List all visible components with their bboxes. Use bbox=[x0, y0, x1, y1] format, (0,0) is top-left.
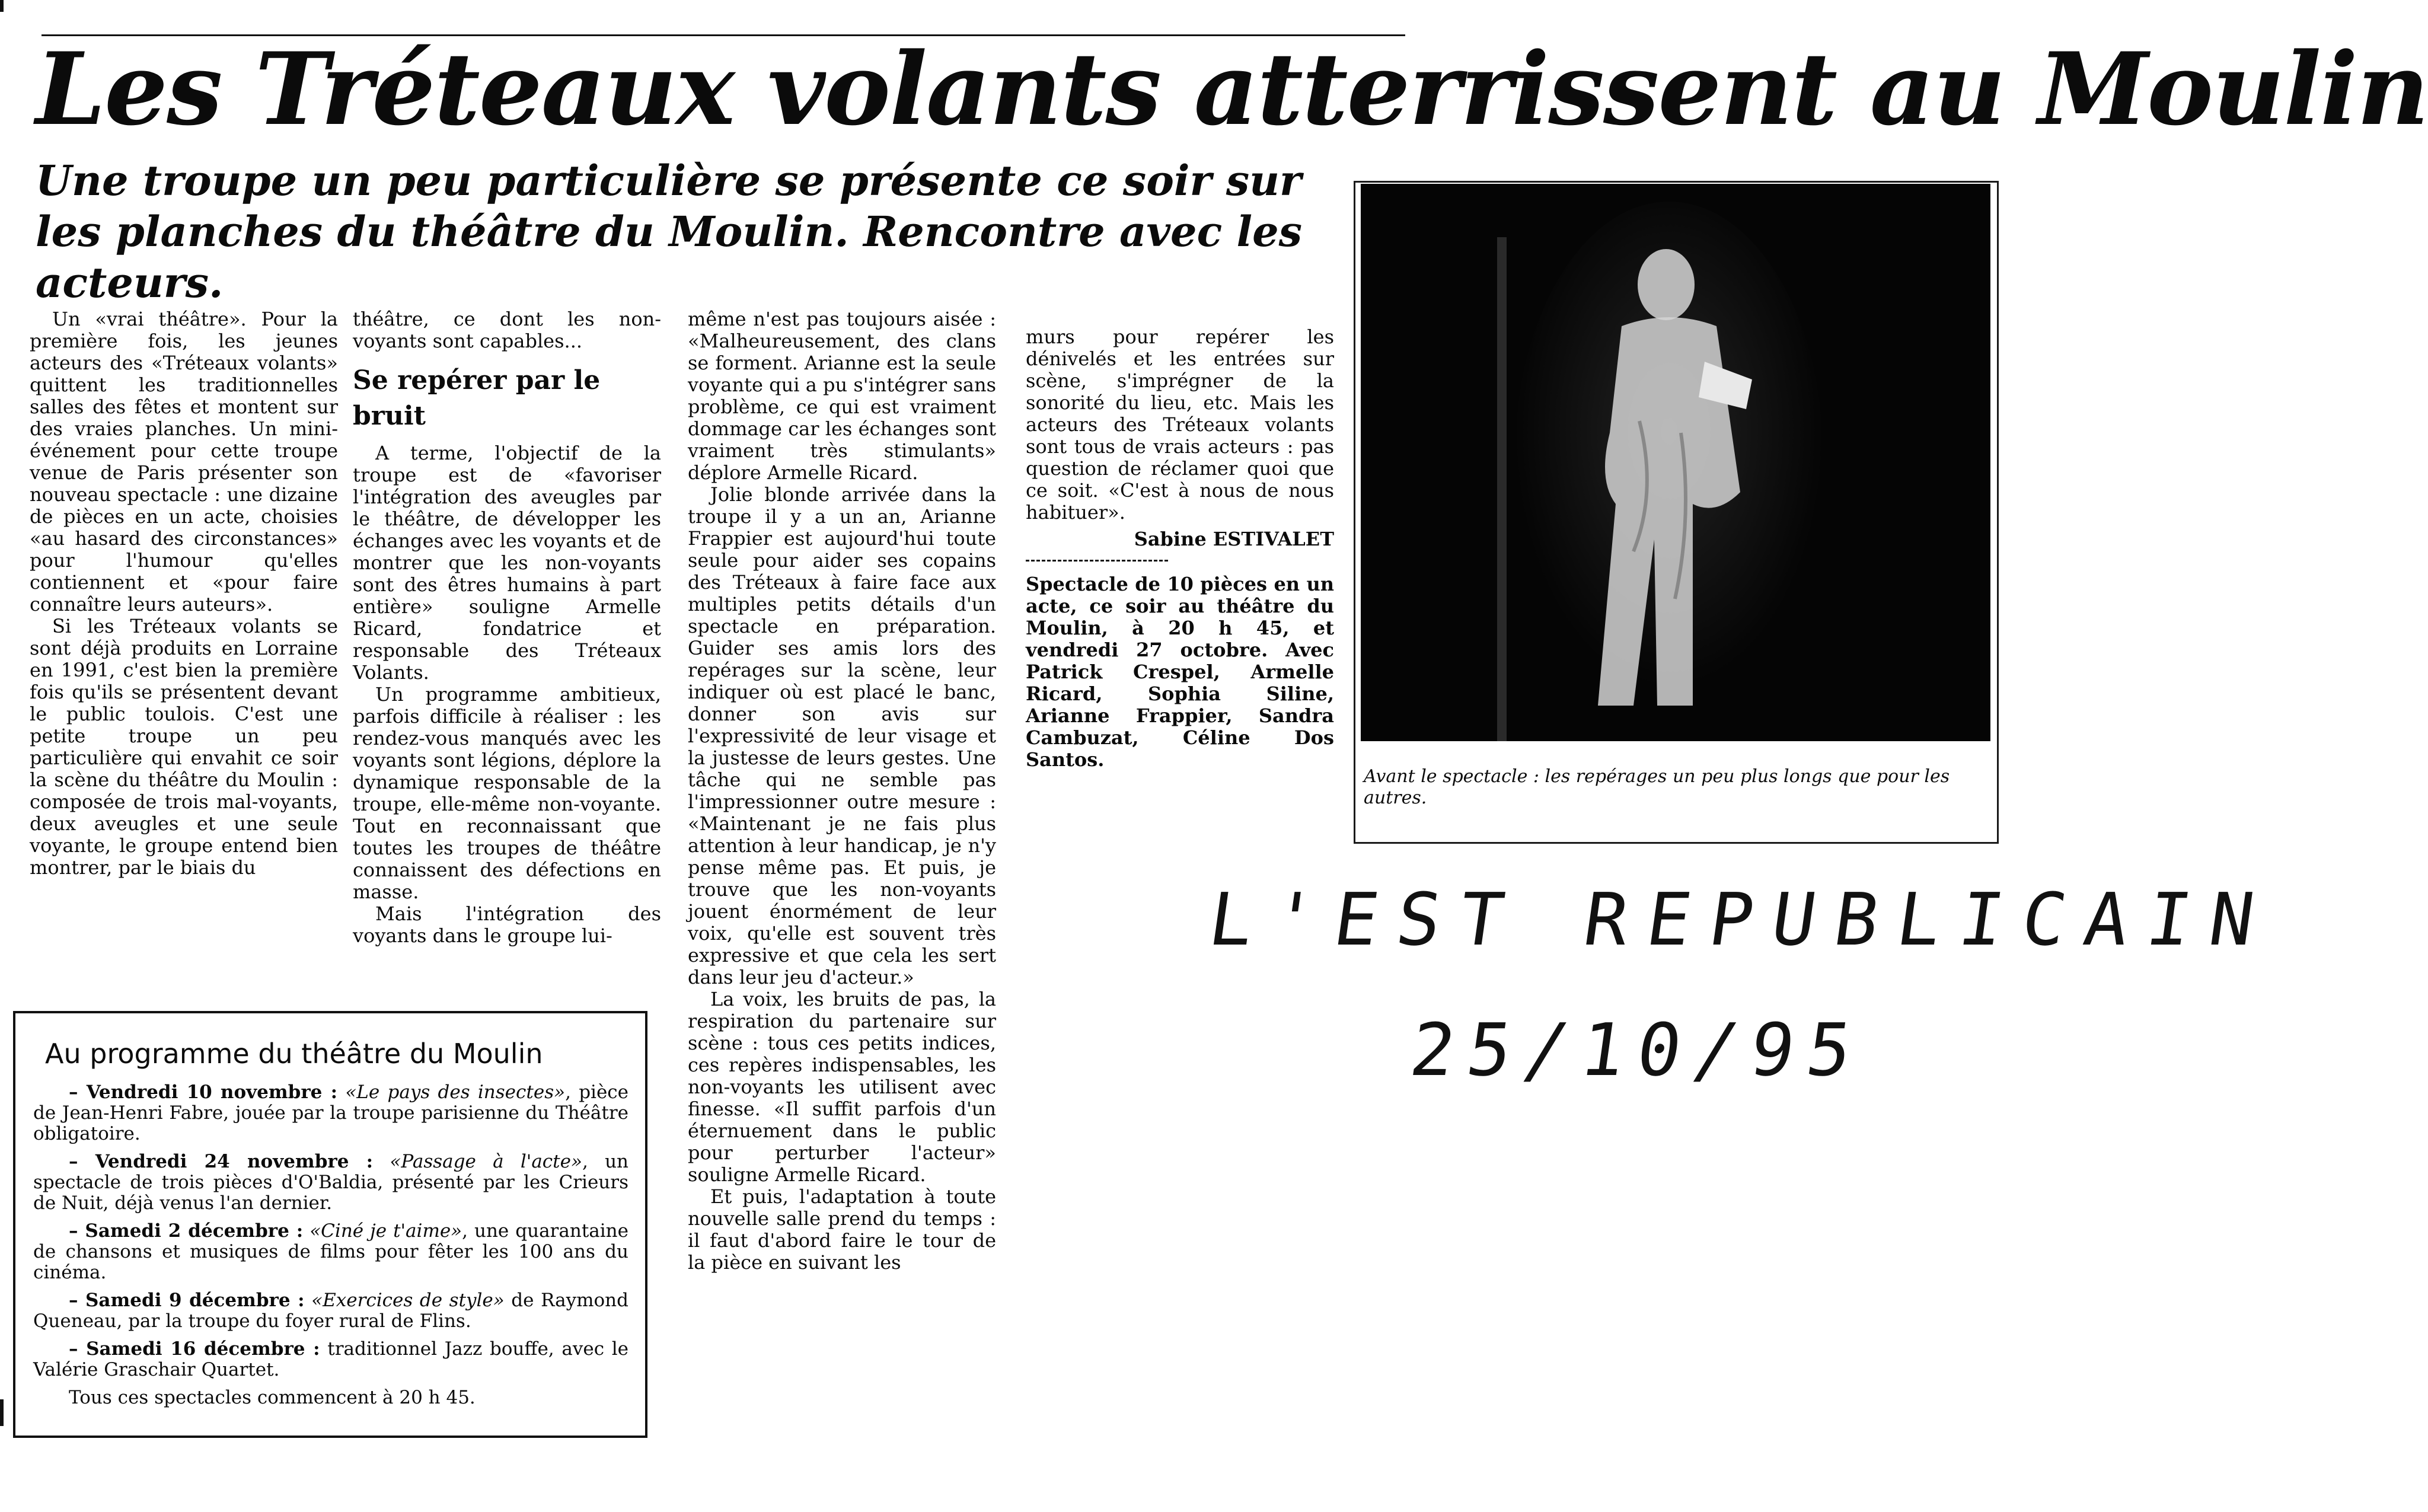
programme-text: , une quarantaine de chansons et musiques de films pour fêter les 100 ans du cinéma. bbox=[33, 1220, 628, 1283]
programme-date: – Samedi 16 décembre : bbox=[69, 1338, 320, 1360]
dashed-divider bbox=[1026, 560, 1168, 562]
deck: Une troupe un peu particulière se présente ce soir sur les planches du théâtre du Moulin. Rencontre avec les acteurs. bbox=[36, 156, 1303, 307]
paragraph: Un programme ambitieux, parfois difficile à réaliser : les rendez-vous manqués avec les voyants sont légions, déplore la dynamique responsable de la troupe, elle-même non-voyante. Tout en reconnaissant que toutes les troupes de théâtre connaissent des défections en masse. bbox=[353, 683, 661, 903]
stage-photo bbox=[1361, 184, 1990, 741]
paragraph: A terme, l'objectif de la troupe est de «favoriser l'intégration des aveugles par le théâtre, de développer les échanges avec les voyants et de montrer que les non-voyants sont des êtres humains à part entière» souligne Armelle Ricard, fondatrice et responsable des Tréteaux Volants. bbox=[353, 442, 661, 684]
photo-caption: Avant le spectacle : les repérages un peu plus longs que pour les autres. bbox=[1364, 766, 1950, 808]
paragraph: Si les Tréteaux volants se sont déjà produits en Lorraine en 1991, c'est bien la première fois qu'ils se présentent devant le public toulois. C'est une petite troupe un peu particulière qui envahit ce soir la scène du théâtre du Moulin : composée de trois mal-voyants, deux aveugles et une seule voyante, le groupe entend bien montrer, par le biais du bbox=[30, 615, 338, 879]
article-column-1 bbox=[30, 308, 338, 879]
programme-item bbox=[33, 1082, 628, 1144]
programme-item bbox=[33, 1339, 628, 1380]
programme-show-title: «Passage à l'acte» bbox=[390, 1151, 582, 1172]
byline: Sabine ESTIVALET bbox=[1134, 528, 1334, 550]
scan-left-mark bbox=[0, 0, 4, 12]
programme-item bbox=[33, 1221, 628, 1283]
programme-show-title: «Le pays des insectes» bbox=[345, 1082, 566, 1103]
paragraph: Mais l'intégration des voyants dans le groupe lui- bbox=[353, 902, 661, 947]
actor-figure-illustration bbox=[1361, 184, 1990, 741]
programme-text: , pièce de Jean-Henri Fabre, jouée par la troupe parisienne du Théâtre obligatoire. bbox=[33, 1082, 629, 1144]
headline: Les Tréteaux volants atterrissent au Moulin bbox=[36, 30, 2428, 148]
article-column-3 bbox=[688, 308, 996, 1274]
paragraph: La voix, les bruits de pas, la respiration du partenaire sur scène : tous ces petits indices, ces repères indispensables, les non-voyants les utilisent avec finesse. «Il suffit parfois d'un éternuement dans le public pour perturber l'acteur» souligne Armelle Ricard. bbox=[688, 988, 996, 1186]
programme-title: Au programme du théâtre du Moulin bbox=[45, 1038, 543, 1070]
programme-footer: Tous ces spectacles commencent à 20 h 45. bbox=[69, 1387, 476, 1408]
programme-show-title: «Exercices de style» bbox=[311, 1290, 505, 1311]
programme-show-title: «Ciné je t'aime» bbox=[310, 1220, 462, 1242]
paragraph: théâtre, ce dont les non-voyants sont capables... bbox=[353, 308, 661, 352]
programme-text: , un spectacle de trois pièces d'O'Baldia, présenté par les Crieurs de Nuit, déjà venus l'an dernier. bbox=[33, 1151, 629, 1214]
paragraph: Jolie blonde arrivée dans la troupe il y a un an, Arianne Frappier est aujourd'hui toute seule pour aider ses copains des Tréteaux à faire face aux multiples petits détails d'un spectacle en préparation. Guider ses amis lors des repérages sur la scène, leur indiquer où est placé le banc, donner son avis sur l'expressivité de leur visage et la justesse de leurs gestes. Une tâche qui ne semble pas l'impressionner outre mesure : «Maintenant je ne fais plus attention à leur handicap, je n'y pense même pas. Et puis, je trouve que les non-voyants jouent énormément de leur voix, qu'elle est souvent très expressive et que cela les sert dans leur jeu d'acteur.» bbox=[688, 483, 996, 988]
programme-item bbox=[33, 1290, 628, 1332]
paragraph: Et puis, l'adaptation à toute nouvelle salle prend du temps : il faut d'abord faire le tour de la pièce en suivant les bbox=[688, 1185, 996, 1274]
programme-box bbox=[13, 1011, 647, 1438]
paragraph: même n'est pas toujours aisée : «Malheureusement, des clans se forment. Arianne est la seule voyante qui a pu s'intégrer sans problème, ce qui est vraiment dommage car les échanges sont vraiment très stimulants» déplore Armelle Ricard. bbox=[688, 308, 996, 484]
article-column-2 bbox=[353, 308, 661, 947]
paragraph: Un «vrai théâtre». Pour la première fois, les jeunes acteurs des «Tréteaux volants» quittent les traditionnelles salles des fêtes et montent sur des vraies planches. Un mini-événement pour cette troupe venue de Paris présenter son nouveau spectacle : une dizaine de pièces en un acte, choisies «au hasard des circonstances» pour l'humour qu'elles contiennent et «pour faire connaître leurs auteurs». bbox=[30, 308, 338, 615]
programme-date: – Samedi 2 décembre : bbox=[69, 1220, 304, 1242]
handwritten-source: L'EST REPUBLICAIN bbox=[1204, 878, 2279, 962]
programme-date: – Samedi 9 décembre : bbox=[69, 1290, 305, 1311]
programme-date: – Vendredi 10 novembre : bbox=[69, 1082, 338, 1103]
paragraph: murs pour repérer les dénivelés et les entrées sur scène, s'imprégner de la sonorité du lieu, etc. Mais les acteurs des Tréteaux volants sont tous de vrais acteurs : pas question de réclamer quoi que ce soit. «C'est à nous de nous habituer». bbox=[1026, 326, 1334, 524]
programme-text: de Raymond Queneau, par la troupe du foyer rural de Flins. bbox=[33, 1290, 628, 1332]
show-credits: Spectacle de 10 pièces en un acte, ce soir au théâtre du Moulin, à 20 h 45, et vendredi 27 octobre. Avec Patrick Crespel, Armelle Ricard, Sophia Siline, Arianne Frappier, Sandra Cambuzat, Céline Dos Santos. bbox=[1026, 573, 1334, 771]
programme-date: – Vendredi 24 novembre : bbox=[69, 1151, 374, 1172]
handwritten-date: 25/10/95 bbox=[1405, 1008, 1870, 1092]
programme-text: traditionnel Jazz bouffe, avec le Valérie Graschair Quartet. bbox=[33, 1338, 629, 1380]
article-column-4 bbox=[1026, 326, 1334, 771]
programme-item bbox=[33, 1151, 628, 1214]
subheading: Se repérer par le bruit bbox=[353, 365, 601, 431]
scan-left-mark-bottom bbox=[0, 1399, 4, 1426]
